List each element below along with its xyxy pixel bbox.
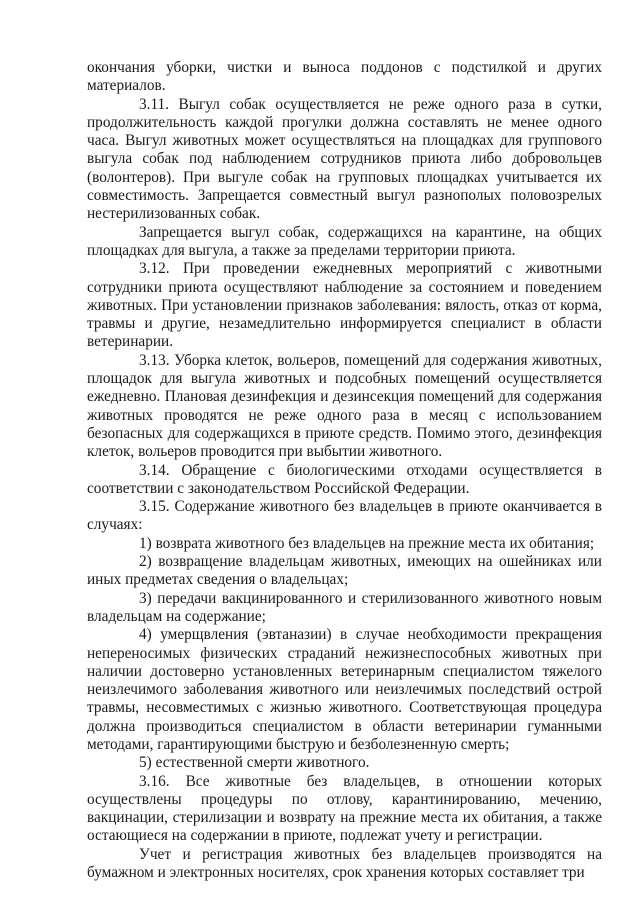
paragraph-registration: Учет и регистрация животных без владельцев производятся на бумажном и электронных носителях, срок хранения которых составляет три — [87, 845, 602, 882]
list-item-5: 5) естественной смерти животного. — [139, 754, 370, 772]
list-item-1: 1) возврата животного без владельцев на прежние места их обитания; — [139, 534, 595, 552]
paragraph-3-16: 3.16. Все животные без владельцев, в отношении которых осуществлены процедуры по отлову, карантинированию, мечению, вакцинации, стерилизации и возврату на прежние места их обитания, а также остающиеся на содержании в приюте, подлежат учету и регистрации. — [87, 772, 602, 845]
paragraph-quarantine-walk: Запрещается выгул собак, содержащихся на карантине, на общих площадках для выгула, а также за пределами территории приюта. — [87, 223, 602, 259]
paragraph-3-12: 3.12. При проведении ежедневных мероприятий с животными сотрудники приюта осуществляют наблюдение за состоянием и поведением животных. При установлении признаков заболевания: вялость, отказ от корма, травмы и другие, незамедлительно информируется специалист в области ветеринарии. — [87, 260, 602, 351]
list-item-3: 3) передачи вакцинированного и стерилизованного животного новым владельцам на содержание; — [87, 589, 602, 625]
document-page — [87, 59, 602, 882]
paragraph-3-15: 3.15. Содержание животного без владельцев в приюте оканчивается в случаях: — [87, 498, 602, 534]
paragraph-3-11: 3.11. Выгул собак осуществляется не реже одного раза в сутки, продолжительность каждой прогулки должна составлять не менее одного часа. Выгул животных может осуществляться на площадках для группового выгула собак под наблюдением сотрудников приюта либо добровольцев (волонтеров). При выгуле собак на групповых площадках учитывается их совместимость. Запрещается совместный выгул разнополых половозрелых нестерилизованных собак. — [87, 95, 602, 223]
list-item-4: 4) умерщвления (эвтаназии) в случае необходимости прекращения непереносимых физических страданий нежизнеспособных животных при наличии достоверно установленных ветеринарным специалистом тяжелого неизлечимого заболевания животного или неизлечимых последствий острой травмы, несовместимых с жизнью животного. Соответствующая процедура должна производиться специалистом в области ветеринарии гуманными методами, гарантирующими быструю и безболезненную смерть; — [87, 626, 602, 753]
paragraph-3-14: 3.14. Обращение с биологическими отходами осуществляется в соответствии с законодательством Российской Федерации. — [87, 461, 602, 497]
paragraph-3-13: 3.13. Уборка клеток, вольеров, помещений для содержания животных, площадок для выгула животных и подсобных помещений осуществляется ежедневно. Плановая дезинфекция и дезинсекция помещений для содержания животных проводятся не реже одного раза в месяц с использованием безопасных для содержащихся в приюте средств. Помимо этого, дезинфекция клеток, вольеров проводится при выбытии животного. — [87, 351, 602, 461]
list-item-2: 2) возвращение владельцам животных, имеющих на ошейниках или иных предметах сведения о владельцах; — [87, 553, 602, 589]
paragraph-continuation: окончания уборки, чистки и выноса поддонов с подстилкой и других материалов. — [87, 59, 602, 95]
